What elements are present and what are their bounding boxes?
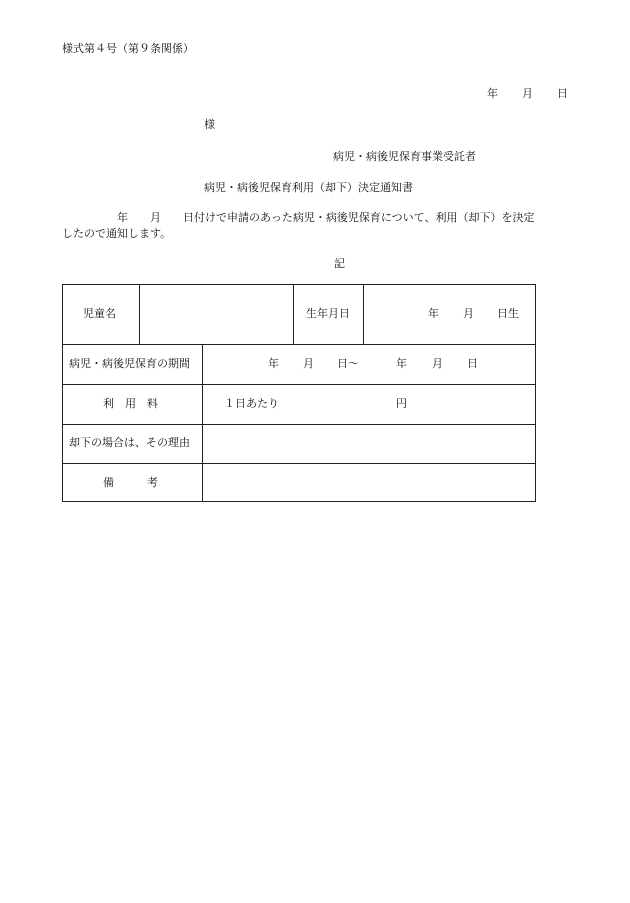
period-day-end: 日 xyxy=(467,357,478,370)
date-month: 月 xyxy=(522,87,533,100)
issuer-name: 病児・病後児保育事業受託者 xyxy=(333,150,476,163)
period-month-start: 月 xyxy=(303,357,314,370)
child-name-field[interactable] xyxy=(147,307,287,321)
fee-unit: 円 xyxy=(396,397,407,410)
row-divider xyxy=(63,463,535,464)
info-table xyxy=(62,284,536,502)
document-title: 病児・病後児保育利用（却下）決定通知書 xyxy=(204,181,413,194)
body-line-1: 年 月 日付けで申請のあった病児・病後児保育について、利用（却下）を決定 xyxy=(62,211,535,224)
col-divider xyxy=(363,285,364,344)
dob-year: 年 xyxy=(428,307,439,320)
dob-label: 生年月日 xyxy=(306,307,350,320)
addressee-suffix: 様 xyxy=(204,118,215,131)
remarks-field[interactable] xyxy=(209,476,529,490)
rejection-reason-label: 却下の場合は、その理由 xyxy=(69,436,190,449)
period-year-start: 年 xyxy=(268,357,279,370)
child-name-label: 児童名 xyxy=(83,307,116,320)
remarks-label: 備 考 xyxy=(103,476,158,489)
row-divider xyxy=(63,424,535,425)
row-divider xyxy=(63,344,535,345)
fee-per-day: １日あたり xyxy=(224,397,279,410)
dob-month: 月 xyxy=(463,307,474,320)
col-divider xyxy=(139,285,140,344)
fee-label: 利 用 料 xyxy=(103,397,158,410)
date-day: 日 xyxy=(557,87,568,100)
period-label: 病児・病後児保育の期間 xyxy=(69,357,190,370)
period-month-end: 月 xyxy=(432,357,443,370)
date-year: 年 xyxy=(487,87,498,100)
col-divider xyxy=(293,285,294,344)
ki-marker: 記 xyxy=(334,257,345,270)
period-day-start: 日〜 xyxy=(337,357,359,370)
col-divider xyxy=(202,344,203,502)
row-divider xyxy=(63,384,535,385)
period-year-end: 年 xyxy=(396,357,407,370)
dob-day: 日生 xyxy=(497,307,519,320)
form-number: 様式第４号（第９条関係） xyxy=(62,42,194,55)
body-text xyxy=(62,210,572,242)
date-line xyxy=(487,87,568,101)
body-line-2: したので通知します。 xyxy=(62,227,172,240)
rejection-reason-field[interactable] xyxy=(209,436,529,450)
